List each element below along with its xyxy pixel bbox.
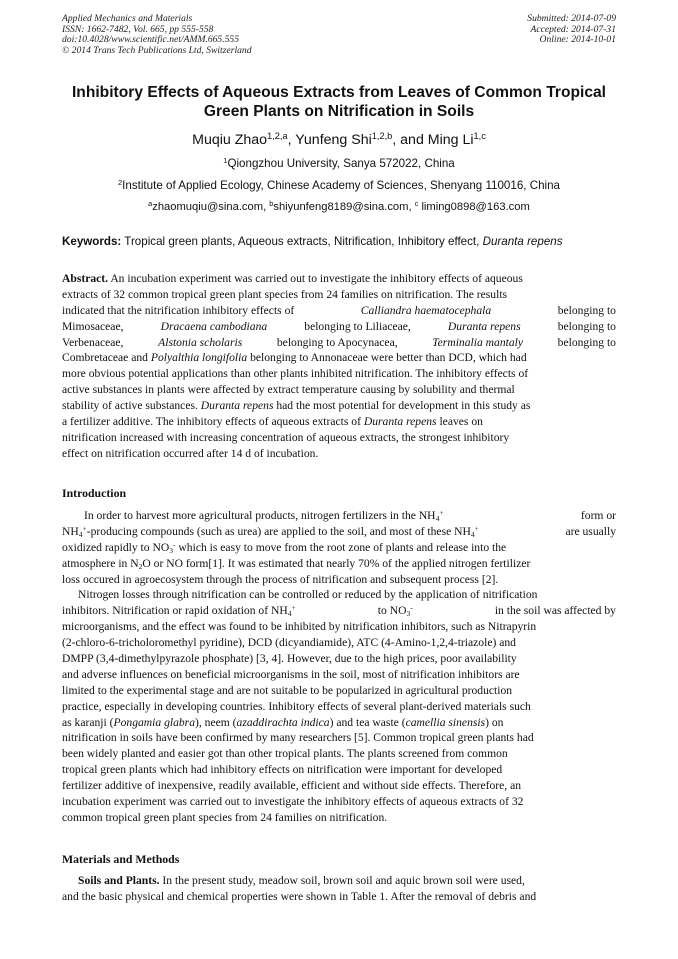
keywords-label: Keywords: — [62, 235, 122, 248]
doi-line[interactable]: doi:10.4028/www.scientific.net/AMM.665.555 — [62, 34, 240, 46]
keywords — [62, 235, 618, 248]
affiliation-2: $^2$Institute of Applied Ecology, Chinese Academy of Sciences, Shenyang 110016, China — [117, 177, 561, 192]
methods-body: Soils and Plants. In the present study, meadow soil, brown soil and aquic brown soil were used, and the basic physical and chemical properties were shown in Table 1. After the removal of debris and — [62, 874, 537, 903]
dates-header — [527, 14, 616, 46]
abstract-label: Abstract. — [62, 272, 109, 285]
paper-title — [40, 83, 638, 121]
author-1-affil: 1,2,a — [267, 130, 288, 141]
keywords-text: Tropical green plants, Aqueous extracts, Nitrification, Inhibitory effect, — [124, 235, 480, 248]
author-2: Yunfeng Shi — [295, 132, 372, 148]
email-a[interactable]: zhaomuqiu@sina.com, — [152, 201, 267, 213]
journal-header — [62, 14, 252, 56]
email-c[interactable]: liming0898@163.com — [421, 201, 530, 213]
keywords-species: Duranta repens — [482, 235, 563, 248]
accepted-date: Accepted: 2014-07-31 — [530, 23, 616, 35]
title-line-1: Inhibitory Effects of Aqueous Extracts from Leaves of Common Tropical — [71, 84, 607, 101]
methods-heading: Materials and Methods — [62, 852, 180, 866]
submitted-date: Submitted: 2014-07-09 — [527, 13, 616, 24]
affiliation-1: $^1$Qiongzhou University, Sanya 572022, China — [223, 155, 455, 170]
issn-line: ISSN: 1662-7482, Vol. 665, pp 555-558 — [62, 23, 214, 35]
introduction-body: In order to harvest more agricultural products, nitrogen fertilizers in the $NH_4^+$ form or $NH_4^+$-producing compounds (such as urea) are applied to the soil, and most of these $NH_4^+$ are usually oxidized rapidly to $NO_3^-$ which is easy to move from the root zone of plants and release into the atmosphere in $N_2O$ or NO form[1]. It was estimated that nearly 70% of the applied nitrogen fertilizer loss occured in agroecosystem through the process of nitrification and subsequent process [2]. Nitrogen losses through nitrification can be controlled or reduced by the application of nitrification inhibitors. Nitrification or rapid oxidation of $NH_4^+$ to $NO_3^-$ in the soil was affected by microorganisms, and the effect was found to be inhibited by nitrification inhibitors, such as Nitrapyrin (2-chloro-6-tricholoromethyl pyridine), DCD (dicyandiamide), ATC (4-Amino-1,2,4-triazole) and DMPP (3,4-dimethylpyrazole phosphate) [3, 4]. However, due to the high prices, poor availability and adverse influences on beneficial microorganisms in the soil, most of nitrification inhibitors are limited to the experimental stage and are not suitable to be popularized in agricultural production practice, especially in developing countries. Inhibitory effects of several plant-derived materials such as karanji (Pongamia glabra), neem (azaddirachta indica) and tea waste (camellia sinensis) on nitrification in soils have been confirmed by many researchers [5]. Common tropical green plants had been widely planted and easier got than other tropical plants. The plants screened from common tropical green plants which had inhibitory effects on nitrification were important for developed fertilizer additive of inexpensive, readily available, efficient and without side effects. Therefore, an incubation experiment was carried out to investigate the inhibitory effects of aqueous extracts of 32 common tropical green plant species from 24 families on nitrification. — [62, 507, 616, 824]
introduction-heading: Introduction — [62, 486, 127, 500]
author-3-affil: 1,c — [473, 130, 486, 141]
email-list: $^a$zhaomuqiu@sina.com, $^b$shiyunfeng8189@sina.com, $^c$ liming0898@163.com — [148, 199, 530, 213]
soils-plants-label: Soils and Plants. — [78, 874, 160, 887]
author-list: Muqiu Zhao$^{1,2,a}$, Yunfeng Shi$^{1,2,b}$, and Ming Li$^{1,c}$ — [192, 130, 486, 148]
email-b[interactable]: shiyunfeng8189@sina.com, — [273, 201, 412, 213]
journal-name: Applied Mechanics and Materials — [62, 13, 193, 24]
author-1: Muqiu Zhao — [192, 132, 268, 148]
title-line-2: Green Plants on Nitrification in Soils — [203, 103, 475, 120]
online-date: Online: 2014-10-01 — [539, 34, 616, 46]
author-3: and Ming Li — [400, 132, 474, 148]
copyright-line: © 2014 Trans Tech Publications Ltd, Switzerland — [62, 44, 252, 56]
author-2-affil: 1,2,b — [371, 130, 393, 141]
abstract: Abstract. An incubation experiment was carried out to investigate the inhibitory effects of aqueous extracts of 32 common tropical green plant species from 24 families on nitrification. The results indicated that the nitrification inhibitory effects of Calliandra haematocephala belonging to Mimosaceae, Dracaena cambodiana belonging to Liliaceae, Duranta repens belonging to Verbenaceae, Alstonia scholaris belonging to Apocynacea, Terminalia mantaly belonging to Combretaceae and Polyalthia longifolia belonging to Annonaceae were better than DCD, which had more obvious potential applications than other plants inhibited nitrification. The inhibitory effects of active substances in plants were affected by extract temperature causing by solubility and thermal stability of active substances. Duranta repens had the most potential for development in this study as a fertilizer additive. The inhibitory effects of aqueous extracts of Duranta repens leaves on nitrification increased with increasing concentration of aqueous extracts, the strongest inhibitory effect on nitrification occurred after 14 d of incubation. — [62, 272, 616, 460]
